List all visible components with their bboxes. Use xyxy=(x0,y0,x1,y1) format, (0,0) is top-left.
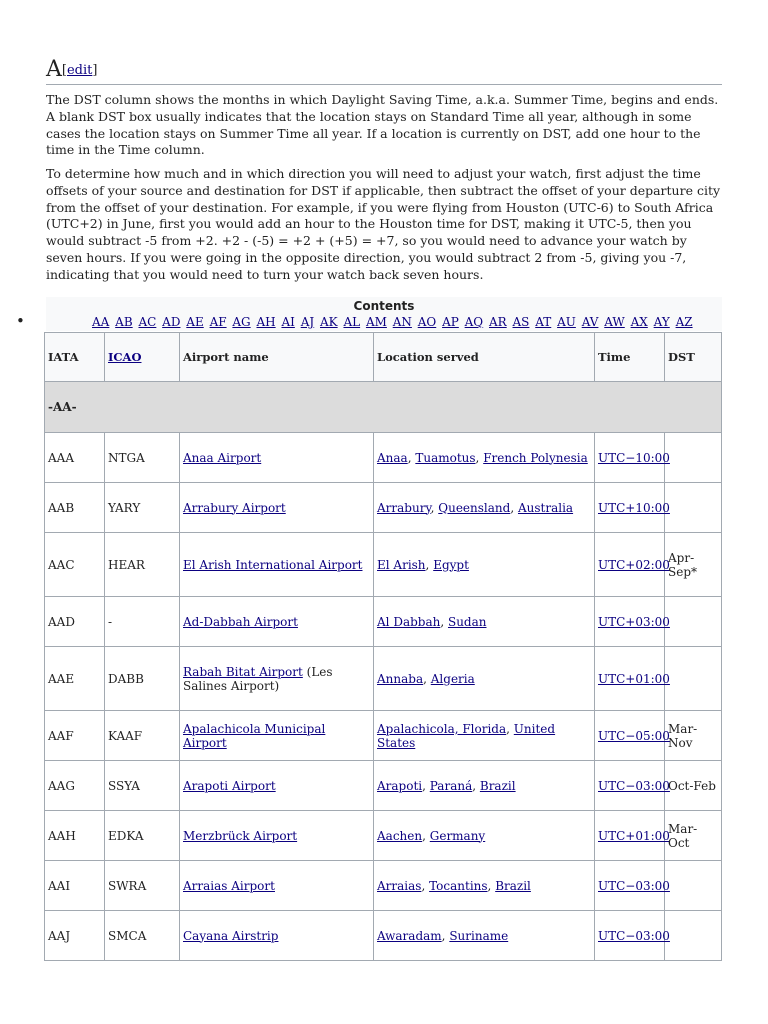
time-cell xyxy=(595,647,670,711)
iata-cell: AAE xyxy=(45,647,105,711)
contents-letter-links xyxy=(92,315,695,330)
location-link[interactable]: El Arish xyxy=(377,557,426,572)
airport-cell xyxy=(180,533,374,597)
dst-cell: Apr-Sep* xyxy=(665,533,722,597)
contents-link-at[interactable]: AT xyxy=(535,315,552,329)
contents-link-aw[interactable]: AW xyxy=(604,315,625,329)
airport-link[interactable]: Cayana Airstrip xyxy=(183,928,279,943)
dst-cell: Oct-Feb xyxy=(665,761,722,811)
table-row xyxy=(45,711,722,761)
time-cell xyxy=(595,533,670,597)
contents-link-ay[interactable]: AY xyxy=(653,315,670,329)
edit-link[interactable]: edit xyxy=(66,63,93,78)
table-header-row xyxy=(45,333,722,382)
icao-cell: SMCA xyxy=(105,911,180,961)
location-link[interactable]: Tuamotus xyxy=(415,450,476,465)
iata-cell: AAH xyxy=(45,811,105,861)
intro-paragraph-2: To determine how much and in which direction you will need to adjust your watch, first adjust the time offsets of your source and destination for DST if applicable, then subtract the offset of your departure city from the offset of your destination. For example, if you were flying from Houston (UTC-6) to South Africa (UTC+2) in June, first you would add an hour to the Houston time for DST, making it UTC-5, then you would subtract -5 from +2. +2 - (-5) = +2 + (+5) = +7, so you would need to advance your watch by seven hours. If you were going in the opposite direction, you would subtract 2 from -5, giving you -7, indicating that you would need to turn your watch back seven hours. xyxy=(46,166,721,282)
utc-offset-link[interactable]: UTC−03:00 xyxy=(598,928,670,943)
icao-cell: HEAR xyxy=(105,533,180,597)
location-link[interactable]: Aachen xyxy=(377,828,423,843)
utc-offset-link[interactable]: UTC+02:00 xyxy=(598,557,670,572)
location-link[interactable]: Arraias xyxy=(377,878,422,893)
utc-offset-link[interactable]: UTC+01:00 xyxy=(598,671,670,686)
airport-cell xyxy=(180,911,374,961)
utc-offset-link[interactable]: UTC+03:00 xyxy=(598,614,670,629)
dst-cell: Mar-Nov xyxy=(665,711,722,761)
location-cell: Arraias, Tocantins, Brazil xyxy=(374,861,595,911)
header-icao xyxy=(105,333,180,382)
utc-offset-link[interactable]: UTC−03:00 xyxy=(598,778,670,793)
location-link[interactable]: Suriname xyxy=(449,928,509,943)
section-row xyxy=(45,382,722,433)
location-cell: Arapoti, Paraná, Brazil xyxy=(374,761,595,811)
table-row xyxy=(45,647,722,711)
icao-cell: EDKA xyxy=(105,811,180,861)
table-row xyxy=(45,761,722,811)
section-label: -AA- xyxy=(45,382,722,433)
contents-link-ar[interactable]: AR xyxy=(488,315,507,329)
location-link[interactable]: Brazil xyxy=(495,878,531,893)
header-iata: IATA xyxy=(45,333,105,382)
location-cell: El Arish, Egypt xyxy=(374,533,595,597)
table-row xyxy=(45,597,722,647)
airport-cell xyxy=(180,861,374,911)
contents-link-ak[interactable]: AK xyxy=(320,315,338,329)
contents-link-ac[interactable]: AC xyxy=(138,315,157,329)
airport-cell xyxy=(180,647,374,711)
airport-link[interactable]: Arraias Airport xyxy=(183,878,275,893)
iata-cell: AAF xyxy=(45,711,105,761)
time-cell xyxy=(595,597,670,647)
location-link[interactable]: Algeria xyxy=(430,671,475,686)
location-link[interactable]: French Polynesia xyxy=(483,450,588,465)
iata-cell: AAD xyxy=(45,597,105,647)
airport-link[interactable]: Apalachicola Municipal Airport xyxy=(183,721,326,750)
iata-cell: AAJ xyxy=(45,911,105,961)
dst-cell xyxy=(665,597,722,647)
icao-cell: NTGA xyxy=(105,433,180,483)
location-link[interactable]: Apalachicola, Florida xyxy=(377,721,507,736)
airport-link[interactable]: El Arish International Airport xyxy=(183,557,363,572)
location-link[interactable]: Annaba xyxy=(377,671,424,686)
contents-link-ab[interactable]: AB xyxy=(115,315,133,329)
airport-cell xyxy=(180,597,374,647)
dst-cell xyxy=(665,483,722,533)
airport-cell xyxy=(180,483,374,533)
table-row xyxy=(45,483,722,533)
location-cell: Al Dabbah, Sudan xyxy=(374,597,595,647)
contents-link-ax[interactable]: AX xyxy=(630,315,648,329)
location-link[interactable]: Brazil xyxy=(479,778,516,793)
contents-bullet: • xyxy=(16,312,25,330)
location-link[interactable]: Egypt xyxy=(433,557,469,572)
contents-link-av[interactable]: AV xyxy=(581,315,599,329)
icao-cell: - xyxy=(105,597,180,647)
header-airport-name: Airport name xyxy=(180,333,374,382)
location-link[interactable]: Germany xyxy=(429,828,486,843)
airport-cell xyxy=(180,433,374,483)
airport-cell xyxy=(180,711,374,761)
time-cell xyxy=(595,911,670,961)
airport-link[interactable]: Anaa Airport xyxy=(183,450,262,465)
dst-cell xyxy=(665,861,722,911)
contents-link-as[interactable]: AS xyxy=(512,315,530,329)
location-cell: Arrabury, Queensland, Australia xyxy=(374,483,595,533)
location-link[interactable]: Al Dabbah xyxy=(377,614,441,629)
iata-cell: AAG xyxy=(45,761,105,811)
section-heading xyxy=(46,56,722,85)
contents-link-ao[interactable]: AO xyxy=(417,315,437,329)
iata-cell: AAA xyxy=(45,433,105,483)
icao-cell: SSYA xyxy=(105,761,180,811)
airport-link[interactable]: Arapoti Airport xyxy=(183,778,276,793)
header-icao-link[interactable]: ICAO xyxy=(108,350,142,364)
contents-link-ai[interactable]: AI xyxy=(281,315,295,329)
contents-link-am[interactable]: AM xyxy=(365,315,387,329)
contents-link-ag[interactable]: AG xyxy=(232,315,251,329)
contents-link-aa[interactable]: AA xyxy=(92,315,110,329)
contents-link-az[interactable]: AZ xyxy=(675,315,693,329)
contents-link-al[interactable]: AL xyxy=(343,315,361,329)
location-link[interactable]: Tocantins xyxy=(429,878,488,893)
time-cell xyxy=(595,433,670,483)
contents-title: Contents xyxy=(353,299,415,313)
airport-link[interactable]: Merzbrück Airport xyxy=(183,828,298,843)
contents-link-ap[interactable]: AP xyxy=(442,315,459,329)
table-row xyxy=(45,911,722,961)
location-link[interactable]: Paraná xyxy=(429,778,473,793)
contents-link-af[interactable]: AF xyxy=(209,315,227,329)
location-link[interactable]: United States xyxy=(377,721,556,750)
location-link[interactable]: Sudan xyxy=(447,614,487,629)
contents-link-aq[interactable]: AQ xyxy=(464,315,484,329)
header-location-served: Location served xyxy=(374,333,595,382)
dst-cell xyxy=(665,911,722,961)
header-dst: DST xyxy=(665,333,722,382)
location-link[interactable]: Anaa xyxy=(377,450,408,465)
utc-offset-link[interactable]: UTC−10:00 xyxy=(598,450,670,465)
airport-cell xyxy=(180,761,374,811)
contents-link-ae[interactable]: AE xyxy=(186,315,204,329)
location-link[interactable]: Queensland xyxy=(438,500,511,515)
iata-cell: AAC xyxy=(45,533,105,597)
icao-cell: KAAF xyxy=(105,711,180,761)
location-link[interactable]: Arrabury xyxy=(377,500,431,515)
time-cell xyxy=(595,811,670,861)
table-row xyxy=(45,533,722,597)
dst-cell xyxy=(665,433,722,483)
contents-link-au[interactable]: AU xyxy=(557,315,576,329)
icao-cell: SWRA xyxy=(105,861,180,911)
icao-cell: YARY xyxy=(105,483,180,533)
location-link[interactable]: Awaradam xyxy=(377,928,442,943)
utc-offset-link[interactable]: UTC−05:00 xyxy=(598,728,670,743)
utc-offset-link[interactable]: UTC+10:00 xyxy=(598,500,670,515)
location-cell: Annaba, Algeria xyxy=(374,647,595,711)
location-link[interactable]: Australia xyxy=(517,500,574,515)
location-link[interactable]: Arapoti xyxy=(377,778,423,793)
intro-paragraph-1: The DST column shows the months in which Daylight Saving Time, a.k.a. Summer Time, begins and ends. A blank DST box usually indicates that the location stays on Standard Time all year, although in some cases the location stays on Summer Time all year. If a location is currently on DST, add one hour to the time in the Time column. xyxy=(46,92,719,158)
location-cell: Aachen, Germany xyxy=(374,811,595,861)
header-time: Time xyxy=(595,333,665,382)
section-title: A xyxy=(46,57,62,82)
iata-cell: AAB xyxy=(45,483,105,533)
airport-link[interactable]: Ad-Dabbah Airport xyxy=(183,614,298,629)
time-cell xyxy=(595,711,670,761)
iata-cell: AAI xyxy=(45,861,105,911)
table-row xyxy=(45,861,722,911)
contents-link-ad[interactable]: AD xyxy=(162,315,181,329)
location-cell: Apalachicola, Florida, United States xyxy=(374,711,595,761)
contents-link-an[interactable]: AN xyxy=(392,315,412,329)
location-cell: Awaradam, Suriname xyxy=(374,911,595,961)
dst-cell: Mar-Oct xyxy=(665,811,722,861)
location-cell: Anaa, Tuamotus, French Polynesia xyxy=(374,433,595,483)
time-cell xyxy=(595,483,670,533)
edit-bracket: [edit] xyxy=(61,63,98,78)
dst-cell xyxy=(665,647,722,711)
airports-table xyxy=(44,332,722,961)
time-cell xyxy=(595,861,670,911)
contents-link-aj[interactable]: AJ xyxy=(300,315,315,329)
airport-link[interactable]: Arrabury Airport xyxy=(183,500,286,515)
utc-offset-link[interactable]: UTC+01:00 xyxy=(598,828,670,843)
table-row xyxy=(45,433,722,483)
airport-link[interactable]: Rabah Bitat Airport xyxy=(183,664,303,679)
table-row xyxy=(45,811,722,861)
airport-cell xyxy=(180,811,374,861)
airport-alt-name: (Les Salines Airport) xyxy=(183,664,333,693)
contents-link-ah[interactable]: AH xyxy=(256,315,276,329)
contents-box xyxy=(16,297,722,331)
utc-offset-link[interactable]: UTC−03:00 xyxy=(598,878,670,893)
icao-cell: DABB xyxy=(105,647,180,711)
time-cell xyxy=(595,761,670,811)
